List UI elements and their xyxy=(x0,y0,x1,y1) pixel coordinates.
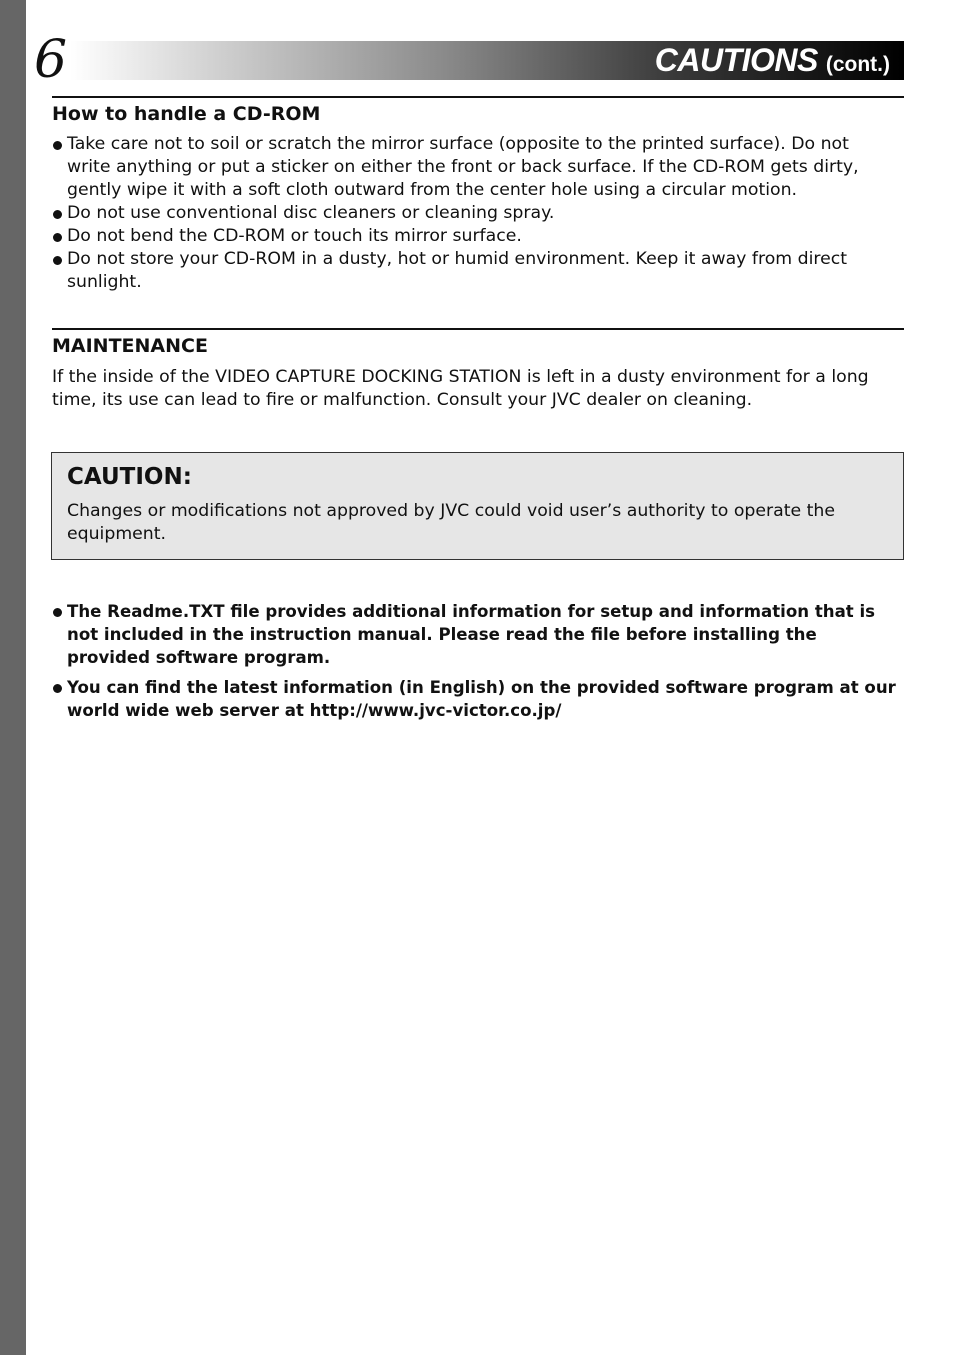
section-divider-maintenance xyxy=(52,328,904,330)
list-item: Do not store your CD-ROM in a dusty, hot or humid environment. Keep it away from direct sunlight. xyxy=(52,248,897,294)
maintenance-heading: MAINTENANCE xyxy=(52,335,208,357)
list-item: The Readme.TXT file provides additional information for setup and information that is not included in the instruction manual. Please read the file before installing the provided software program. xyxy=(52,600,897,669)
page-number: 6 xyxy=(34,30,68,90)
caution-title: CAUTION: xyxy=(67,464,192,490)
maintenance-body: If the inside of the VIDEO CAPTURE DOCKING STATION is left in a dusty environment for a long time, its use can lead to fire or malfunction. Consult your JVC dealer on cleaning. xyxy=(52,367,869,410)
section-header-bar xyxy=(70,41,904,80)
caution-box xyxy=(51,452,904,560)
caution-body: Changes or modifications not approved by JVC could void user’s authority to operate the equipment. xyxy=(67,501,835,544)
section-title-text: CAUTIONS xyxy=(654,42,818,78)
section-title xyxy=(655,41,890,80)
list-item: You can find the latest information (in English) on the provided software program at our world wide web server at http://www.jvc-victor.co.jp/ xyxy=(52,676,897,722)
cd-rom-heading: How to handle a CD-ROM xyxy=(52,103,321,125)
list-item: Do not bend the CD-ROM or touch its mirror surface. xyxy=(52,225,897,248)
side-margin-bar xyxy=(0,0,26,1355)
list-item: Do not use conventional disc cleaners or cleaning spray. xyxy=(52,202,897,225)
section-title-suffix: (cont.) xyxy=(825,53,890,76)
cd-rom-care-list xyxy=(52,133,897,294)
additional-notes-list xyxy=(52,600,897,722)
list-item: Take care not to soil or scratch the mirror surface (opposite to the printed surface). Do not write anything or put a sticker on either the front or back surface. If the CD-ROM gets dirty, gently wipe it with a soft cloth outward from the center hole using a circular motion. xyxy=(52,133,897,202)
section-divider-cd-rom xyxy=(52,96,904,98)
